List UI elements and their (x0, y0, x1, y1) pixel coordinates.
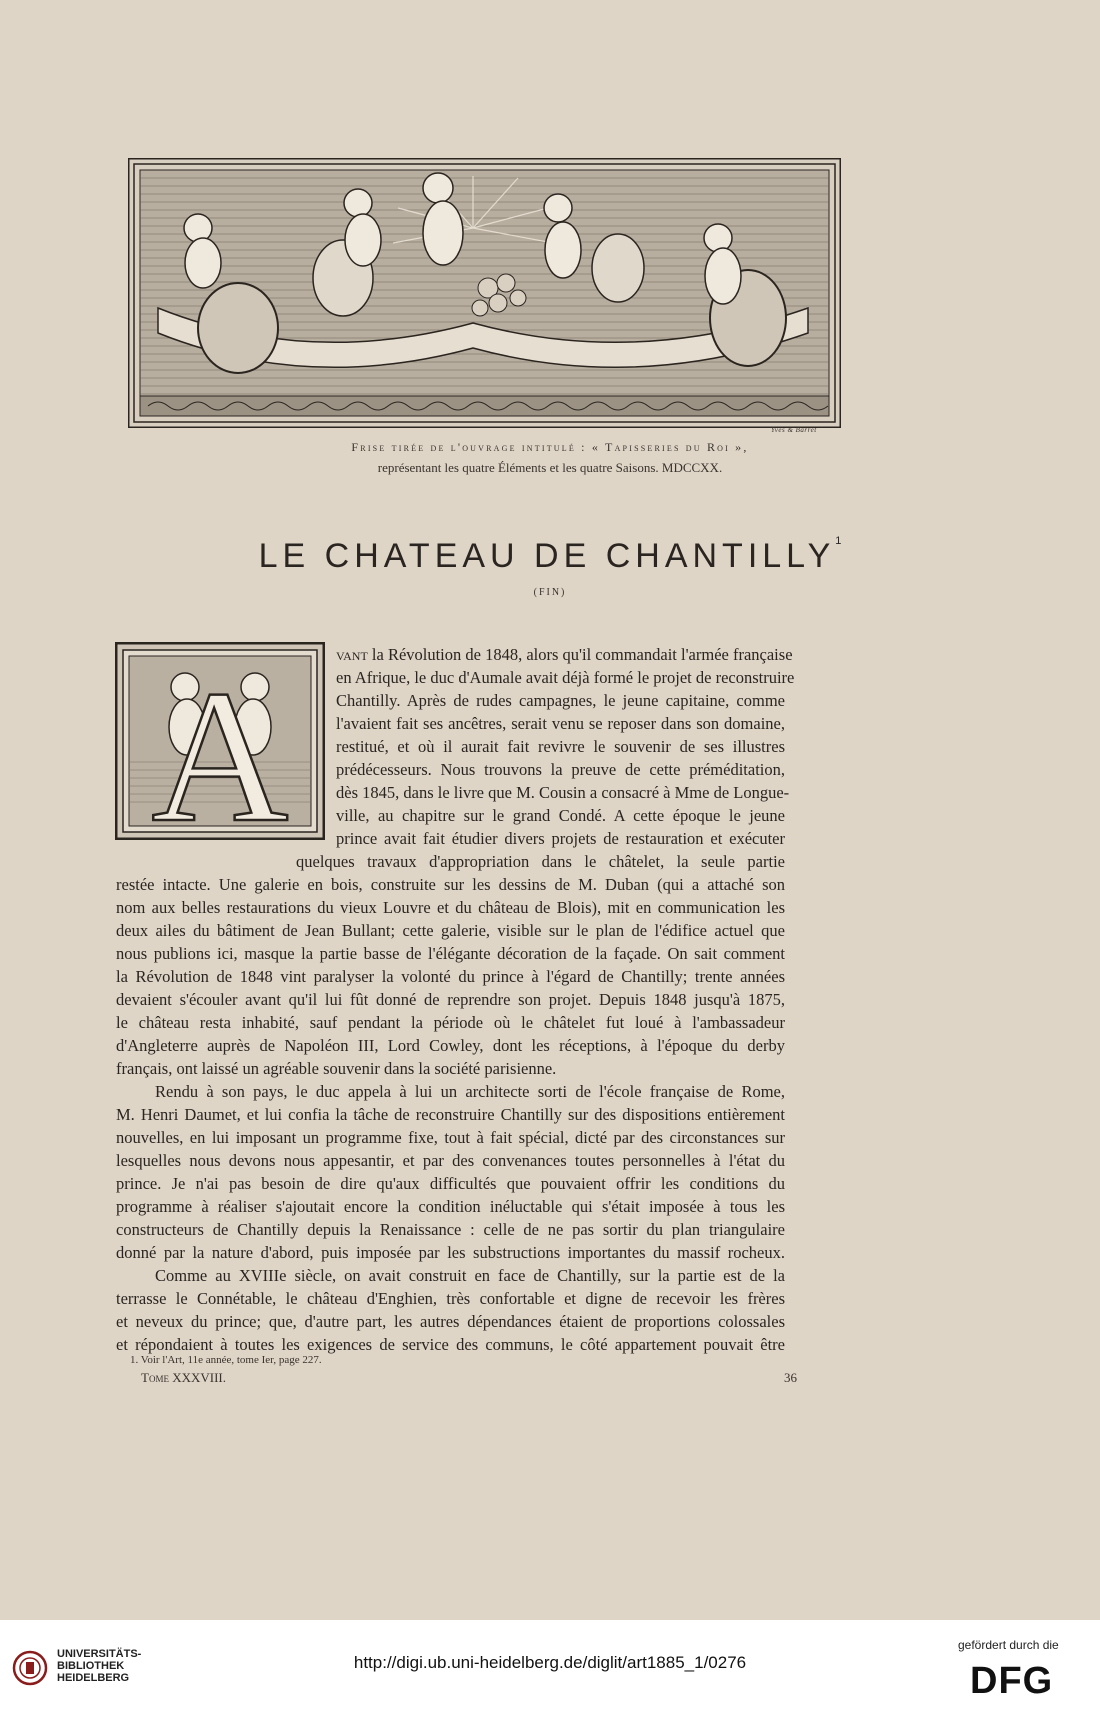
dfg-logo: DFG (970, 1660, 1054, 1702)
article-subtitle: (FIN) (533, 587, 567, 598)
text-line: deux ailes du bâtiment de Jean Bullant; cette galerie, visible sur le plan de l'édifice actuel que (116, 921, 785, 940)
engraver-credit: Yves & Barret (771, 426, 817, 434)
text-line: prédécesseurs. Nous trouvons la preuve de cette préméditation, (336, 760, 785, 779)
text-line: nom aux belles restaurations du vieux Louvre et du château de Blois), mit en communication les (116, 898, 785, 917)
tome-label: Tome XXXVIII. (141, 1370, 226, 1385)
text-line: restitué, et où il aurait fait revivre le souvenir de ses illustres (336, 737, 785, 756)
text-line: dès 1845, dans le livre que M. Cousin a consacré à Mme de Longue- (336, 783, 790, 802)
text-line: prince avait fait étudier divers projets de restauration et exécuter (336, 829, 785, 848)
frieze-caption-line2: représentant les quatre Éléments et les quatre Saisons. MDCCXX. (377, 460, 723, 475)
text-line: quelques travaux d'appropriation dans le châtelet, la seule partie (296, 852, 785, 871)
text-line: la Révolution de 1848 vint paralyser la volonté du prince à l'égard de Chantilly; trente années (116, 967, 785, 986)
text-line: M. Henri Daumet, et lui confia la tâche de reconstruire Chantilly sur des dispositions entièrement (116, 1105, 785, 1124)
text-line: en Afrique, le duc d'Aumale avait déjà formé le projet de reconstruire (336, 668, 795, 687)
text-line: ville, au chapitre sur le grand Condé. A cette époque le jeune (336, 806, 785, 825)
footnote: 1. Voir l'Art, 11e année, tome Ier, page 227. (130, 1354, 322, 1366)
text-line: devaient s'écouler avant qu'il lui fût donné de reprendre son projet. Depuis 1848 jusqu'à 1875, (116, 990, 785, 1009)
funding-label: gefördert durch die (958, 1638, 1059, 1652)
text-line: Rendu à son pays, le duc appela à lui un architecte sorti de l'école française de Rome, (155, 1082, 785, 1101)
text-line: donné par la nature d'abord, puis imposée par les substructions importantes du massif rocheux. (116, 1243, 785, 1262)
text-line: lesquelles nous devons nous appesantir, et par des convenances toutes personnelles à l'état du (116, 1151, 785, 1170)
text-line: Chantilly. Après de rudes campagnes, le jeune capitaine, comme (336, 691, 785, 710)
text-line: nouvelles, en lui imposant un programme fixe, tout à fait spécial, dicté par des circonstances sur (116, 1128, 785, 1147)
dropcap-letter: A (151, 652, 289, 840)
text-line: et répondaient à toutes les exigences de service des communs, le côté appartement pouvait être (116, 1335, 785, 1354)
text-line: terrasse le Connétable, le château d'Enghien, très confortable et digne de recevoir les frères (116, 1289, 785, 1308)
frieze-caption-line1: Frise tirée de l'ouvrage intitulé : « Tapisseries du Roi », (351, 440, 749, 454)
text-line: et neveux du prince; que, d'autre part, les autres dépendances étaient de proportions colossales (116, 1312, 785, 1331)
text-line: constructeurs de Chantilly depuis la Renaissance : celle de ne pas sortir du plan triangulaire (116, 1220, 785, 1239)
text-line: nous publions ici, masque la partie basse de l'élégante décoration de la façade. On sait comment (116, 944, 785, 963)
first-word-rest: vant (336, 645, 368, 664)
dropcap-illustration (115, 642, 325, 840)
frieze-engraving (128, 158, 841, 428)
text-line: d'Angleterre auprès de Napoléon III, Lord Cowley, dont les réceptions, à l'époque du derby (116, 1036, 785, 1055)
text-line: Comme au XVIIIe siècle, on avait construit en face de Chantilly, sur la partie est de la (155, 1266, 785, 1285)
text-line: le château resta inhabité, sauf pendant la période où le châtelet fut loué à l'ambassadeur (116, 1013, 785, 1032)
text-line: l'avaient fait ses ancêtres, serait venu se reposer dans son domaine, (336, 714, 785, 733)
title-footnote-ref: 1 (835, 535, 842, 547)
permalink[interactable]: http://digi.ub.uni-heidelberg.de/diglit/art1885_1/0276 (353, 1653, 747, 1672)
article-title: LE CHATEAU DE CHANTILLY$^1$ (258, 535, 842, 575)
text-line: français, ont laissé un agréable souvenir dans la société parisienne. (116, 1059, 557, 1078)
text-line: restée intacte. Une galerie en bois, construite sur les dessins de M. Duban (qui a attaché son (116, 875, 785, 894)
page-number: 36 (784, 1370, 797, 1385)
text-line: prince. Je n'ai pas besoin de dire qu'aux difficultés que pouvaient offrir les conditions du (116, 1174, 785, 1193)
text-line: vant la Révolution de 1848, alors qu'il commandait l'armée française (336, 645, 793, 664)
text-line: programme à réaliser s'ajoutait encore la condition inéluctable qui s'était imposée à tous les (116, 1197, 785, 1216)
library-name: UNIVERSITÄTS- BIBLIOTHEK HEIDELBERG (57, 1648, 142, 1684)
